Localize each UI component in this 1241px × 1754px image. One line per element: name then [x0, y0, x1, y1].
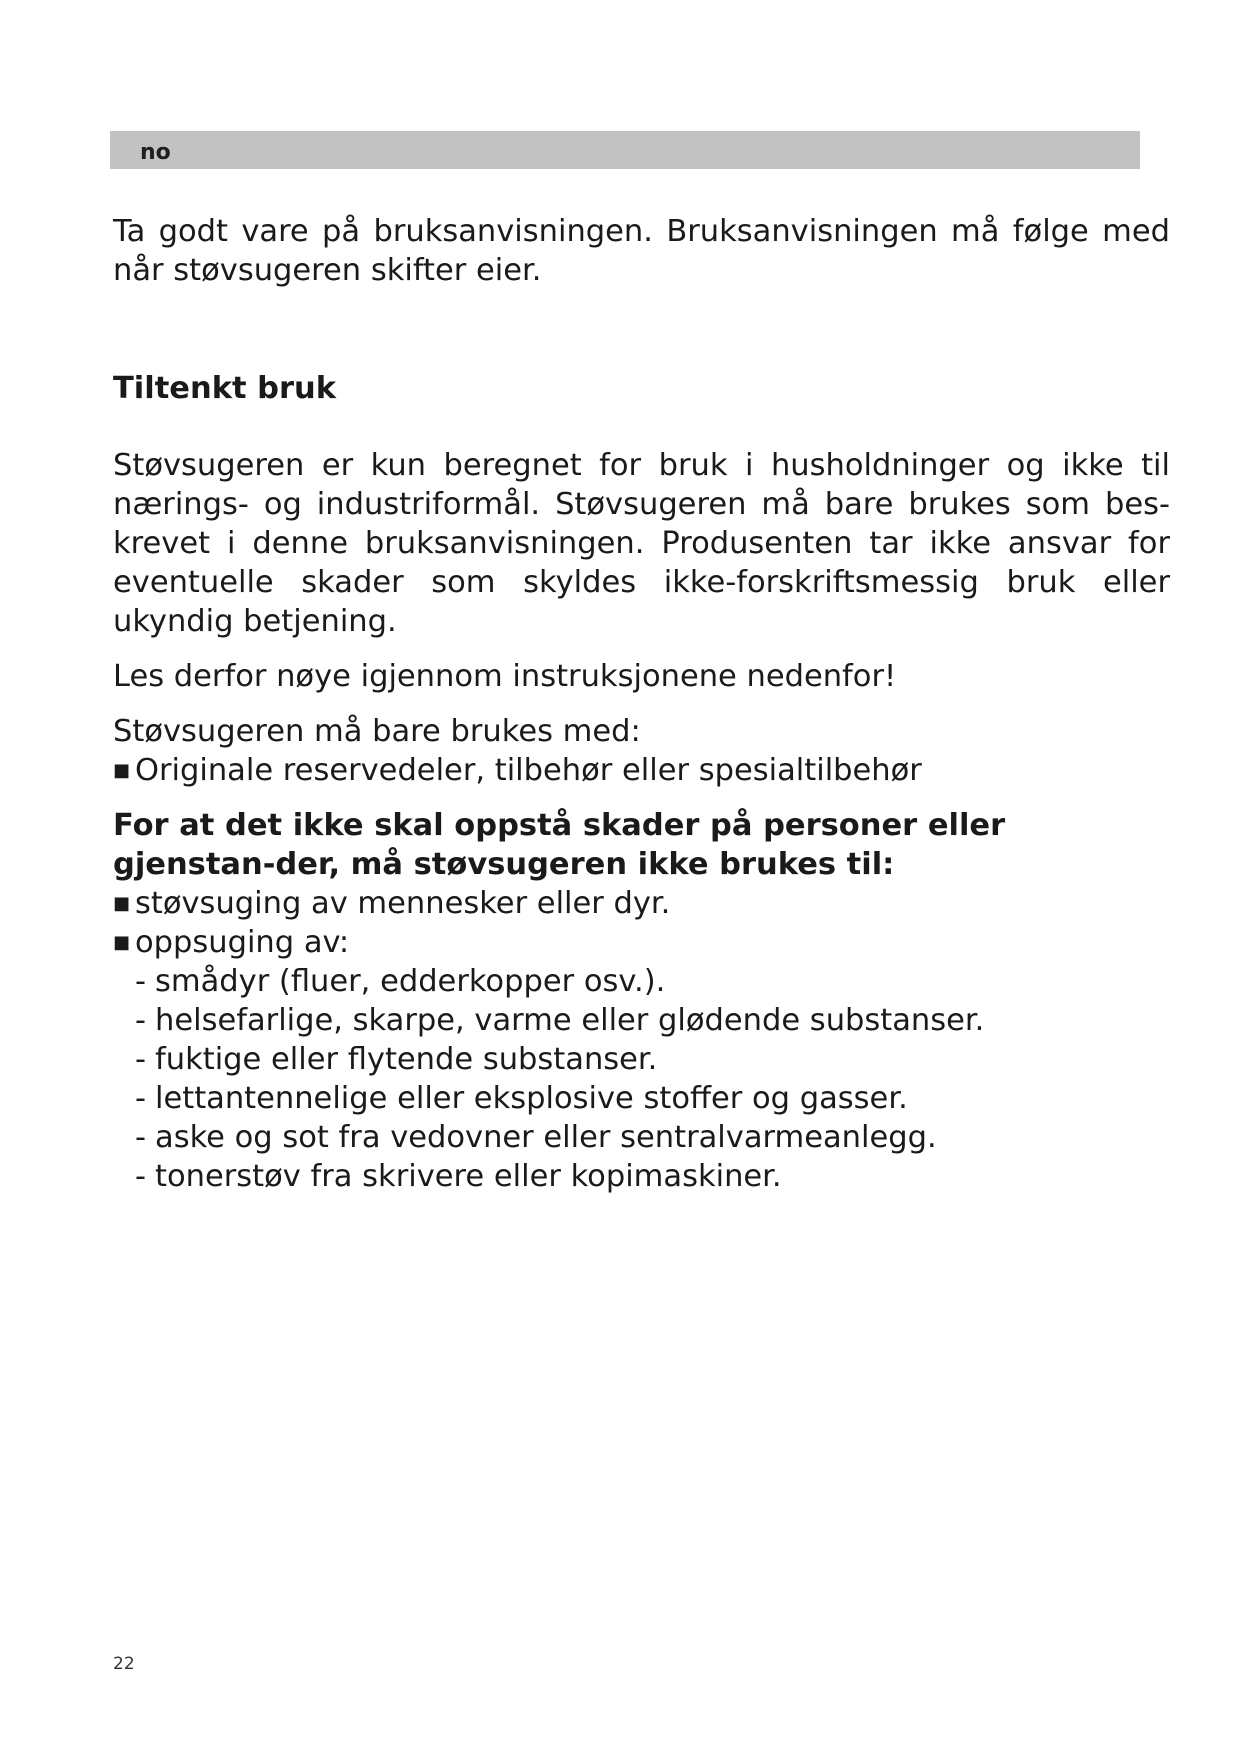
sublist-item: - aske og sot fra vedovner eller sentralvarmeanlegg. [135, 1120, 937, 1155]
intended-use-paragraph: Støvsugeren er kun beregnet for bruk i husholdninger og ikke til nærings- og industriformål. Støvsugeren må bare brukes som bes-krevet i denne bruksanvisningen. Produsenten tar ikke ansvar for eventuelle skader som skyldes ikke-forskriftsmessig bruk eller ukyndig betjening. [113, 448, 1170, 639]
square-bullet-icon: ■ [113, 932, 131, 953]
sublist-item: - helsefarlige, skarpe, varme eller glødende substanser. [135, 1003, 985, 1038]
list-item: ■ oppsuging av: [113, 925, 350, 960]
sublist-item: - lettantennelige eller eksplosive stoffer og gasser. [135, 1081, 908, 1116]
language-header-bar [110, 131, 1140, 169]
language-code: no [140, 140, 171, 165]
page-number: 22 [113, 1654, 135, 1674]
use-only-with-paragraph: Støvsugeren må bare brukes med: [113, 714, 641, 749]
allowed-list [113, 751, 1170, 790]
warning-paragraph: For at det ikke skal oppstå skader på personer eller gjenstan-der, må støvsugeren ikke brukes til: [113, 808, 1006, 882]
square-bullet-icon: ■ [113, 760, 131, 781]
list-item: ■ støvsuging av mennesker eller dyr. [113, 886, 671, 921]
intro-paragraph: Ta godt vare på bruksanvisningen. Bruksanvisningen må følge med når støvsugeren skifter eier. [113, 214, 1170, 288]
square-bullet-icon: ■ [113, 893, 131, 914]
page-content [113, 212, 1170, 1196]
sublist-item: - tonerstøv fra skrivere eller kopimaskiner. [135, 1159, 782, 1194]
sublist-item: - fuktige eller flytende substanser. [135, 1042, 658, 1077]
list-item: ■ Originale reservedeler, tilbehør eller spesialtilbehør [113, 753, 922, 788]
sublist-item: - smådyr (fluer, edderkopper osv.). [135, 964, 666, 999]
forbidden-list [113, 884, 1170, 962]
read-instructions-paragraph: Les derfor nøye igjennom instruksjonene nedenfor! [113, 659, 897, 694]
forbidden-sublist [113, 962, 1170, 1196]
section-heading: Tiltenkt bruk [113, 371, 337, 406]
